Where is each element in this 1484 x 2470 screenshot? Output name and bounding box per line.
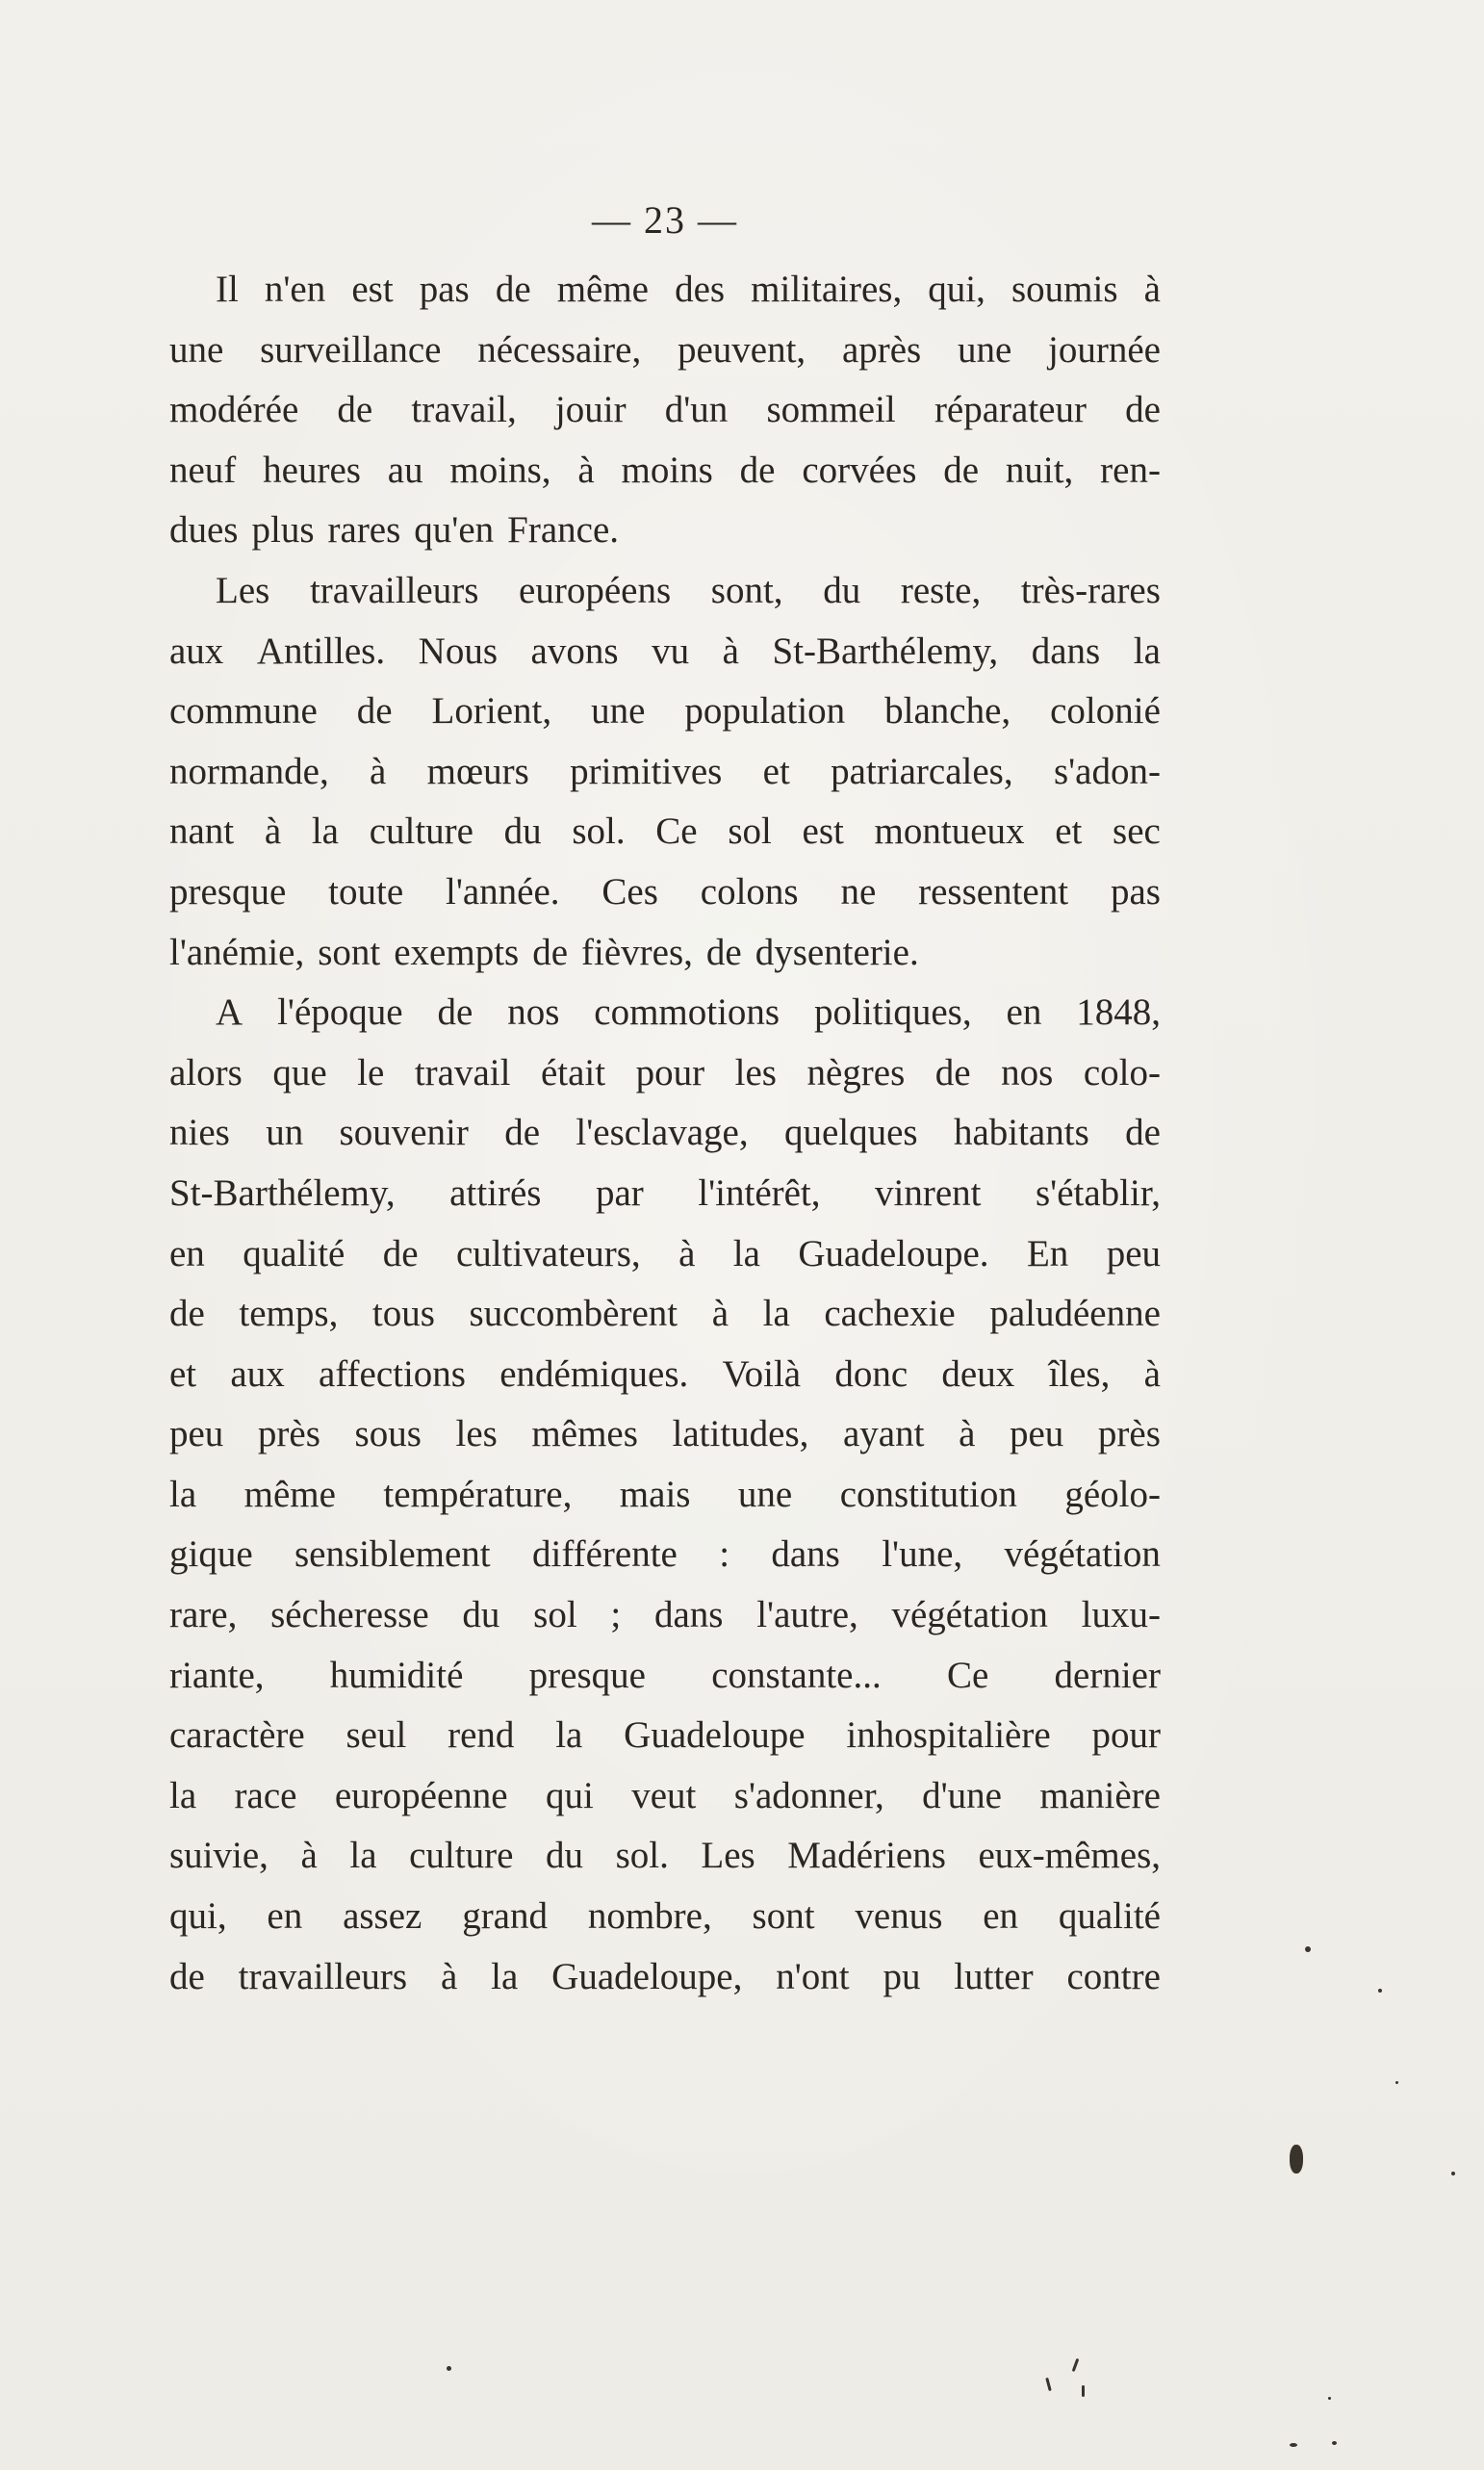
text-line: une surveillance nécessaire, peuvent, après une journée <box>169 328 1161 371</box>
text-line: A l'époque de nos commotions politiques, en 1848, <box>216 991 1161 1034</box>
text-line: de travailleurs à la Guadeloupe, n'ont pu lutter contre <box>169 1955 1161 1997</box>
text-line: l'anémie, sont exempts de fièvres, de dysenterie. <box>169 931 919 973</box>
text-line: caractère seul rend la Guadeloupe inhospitalière pour <box>169 1714 1161 1757</box>
text-line: Les travailleurs européens sont, du reste, très-rares <box>216 569 1161 611</box>
text-line: de temps, tous succombèrent à la cachexie paludéenne <box>169 1293 1161 1335</box>
text-line: riante, humidité presque constante... Ce dernier <box>169 1654 1161 1696</box>
text-line: en qualité de cultivateurs, à la Guadeloupe. En peu <box>169 1232 1161 1274</box>
text-line: modérée de travail, jouir d'un sommeil réparateur de <box>169 389 1161 431</box>
text-line: St-Barthélemy, attirés par l'intérêt, vinrent s'établir, <box>169 1171 1161 1214</box>
text-line: suivie, à la culture du sol. Les Madériens eux-mêmes, <box>169 1835 1161 1877</box>
text-line: qui, en assez grand nombre, sont venus en qualité <box>169 1895 1161 1938</box>
text-line: gique sensiblement différente : dans l'une, végétation <box>169 1533 1161 1576</box>
text-line: la même température, mais une constitution géolo- <box>169 1473 1161 1515</box>
text-line: presque toute l'année. Ces colons ne ressentent pas <box>169 870 1161 913</box>
page-number: — 23 — <box>592 198 738 242</box>
text-line: neuf heures au moins, à moins de corvées de nuit, ren- <box>169 449 1161 491</box>
text-line: aux Antilles. Nous avons vu à St-Barthélemy, dans la <box>169 630 1161 672</box>
text-line: commune de Lorient, une population blanche, colonié <box>169 690 1161 733</box>
text-line: normande, à mœurs primitives et patriarcales, s'adon- <box>169 750 1161 792</box>
text-line: dues plus rares qu'en France. <box>169 509 619 552</box>
text-line: Il n'en est pas de même des militaires, qui, soumis à <box>216 269 1161 310</box>
text-line: la race européenne qui veut s'adonner, d'une manière <box>169 1774 1161 1816</box>
text-line: rare, sécheresse du sol ; dans l'autre, végétation luxu- <box>169 1594 1161 1636</box>
text-line: nant à la culture du sol. Ce sol est montueux et sec <box>169 810 1161 853</box>
text-line: peu près sous les mêmes latitudes, ayant à peu près <box>169 1413 1161 1455</box>
body-text <box>169 260 1161 2007</box>
text-line: nies un souvenir de l'esclavage, quelques habitants de <box>169 1112 1161 1154</box>
text-line: et aux affections endémiques. Voilà donc deux îles, à <box>169 1352 1161 1395</box>
text-line: alors que le travail était pour les nègres de nos colo- <box>169 1051 1161 1093</box>
